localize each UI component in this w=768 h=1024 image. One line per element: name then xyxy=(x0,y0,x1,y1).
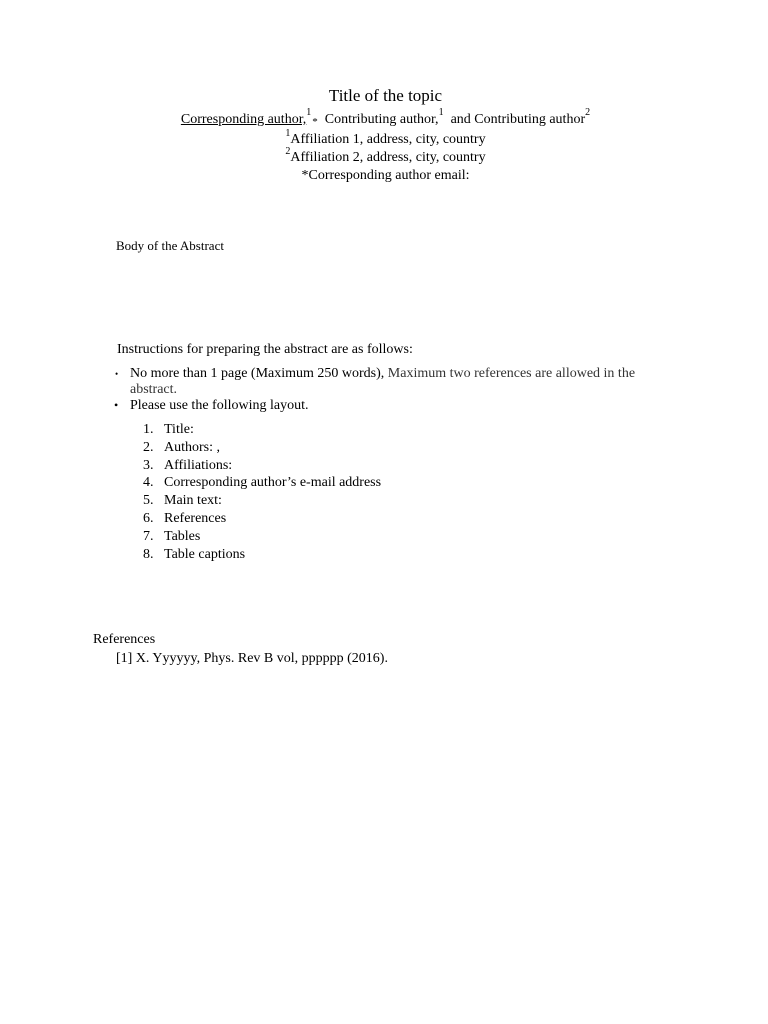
list-item-text: Affiliations: xyxy=(164,457,233,473)
document-title: Title of the topic xyxy=(328,86,443,105)
corresponding-author-email: *Corresponding author email: xyxy=(301,168,470,183)
list-item-text: Title: xyxy=(164,422,194,437)
contributing-author-1-name: Contributing author, xyxy=(324,112,439,127)
instructions-intro: Instructions for preparing the abstract are as follows: xyxy=(117,342,413,357)
list-item xyxy=(143,421,381,439)
list-item-number: 5. xyxy=(143,493,154,509)
list-item-text: Authors: , xyxy=(164,439,220,455)
bullet-icon: • xyxy=(115,369,119,379)
references-heading: References xyxy=(93,632,156,647)
layout-numbered-list xyxy=(143,421,381,563)
list-item-number: 4. xyxy=(143,475,154,491)
bullet-1-muted-text: Maximum two references are allowed in the abstract. xyxy=(130,366,636,397)
list-item-number: 8. xyxy=(143,546,154,562)
bullet-item xyxy=(112,398,682,414)
list-item xyxy=(143,546,381,564)
list-item-number: 2. xyxy=(143,439,154,455)
abstract-body: Body of the Abstract xyxy=(116,238,224,253)
instructions-bullet-list xyxy=(112,366,682,414)
list-item xyxy=(143,492,381,510)
bullet-icon: • xyxy=(114,398,119,412)
list-item-number: 6. xyxy=(143,510,154,526)
affiliation-2-mark: 2 xyxy=(285,146,291,158)
list-item xyxy=(143,474,381,492)
list-item-text: Table captions xyxy=(164,546,246,562)
bullet-item xyxy=(112,366,682,397)
corresponding-author-affiliation-mark: 1 xyxy=(306,107,312,119)
list-item-text: References xyxy=(164,510,227,526)
affiliation-1-text: Affiliation 1, address, city, country xyxy=(290,132,486,147)
contributing-author-2-affiliation-mark: 2 xyxy=(585,107,591,119)
affiliation-2 xyxy=(0,146,768,167)
list-item-text: Tables xyxy=(164,528,201,544)
list-item xyxy=(143,457,381,475)
reference-item: [1] X. Yyyyyy, Phys. Rev B vol, pppppp (2016). xyxy=(116,651,388,666)
contributing-author-1-affiliation-mark: 1 xyxy=(438,107,444,119)
bullet-2-text: Please use the following layout. xyxy=(130,398,309,413)
list-item-number: 7. xyxy=(143,528,154,544)
affiliation-1-mark: 1 xyxy=(285,128,291,140)
list-item-text: Corresponding author’s e-mail address xyxy=(164,475,382,491)
bullet-1-text: No more than 1 page (Maximum 250 words), xyxy=(130,366,385,381)
contributing-author-2-name: and Contributing author xyxy=(450,112,586,127)
list-item-number: 1. xyxy=(143,422,154,437)
list-item xyxy=(143,439,381,457)
affiliation-2-text: Affiliation 2, address, city, country xyxy=(290,150,486,165)
affiliation-1 xyxy=(0,128,768,149)
list-item xyxy=(143,528,381,546)
list-item-text: Main text: xyxy=(164,493,222,509)
list-item-number: 3. xyxy=(143,457,154,473)
corresponding-author-name: Corresponding author, xyxy=(180,112,307,127)
author-line xyxy=(0,107,768,130)
list-item xyxy=(143,510,381,528)
corresponding-author-star: * xyxy=(312,116,318,128)
